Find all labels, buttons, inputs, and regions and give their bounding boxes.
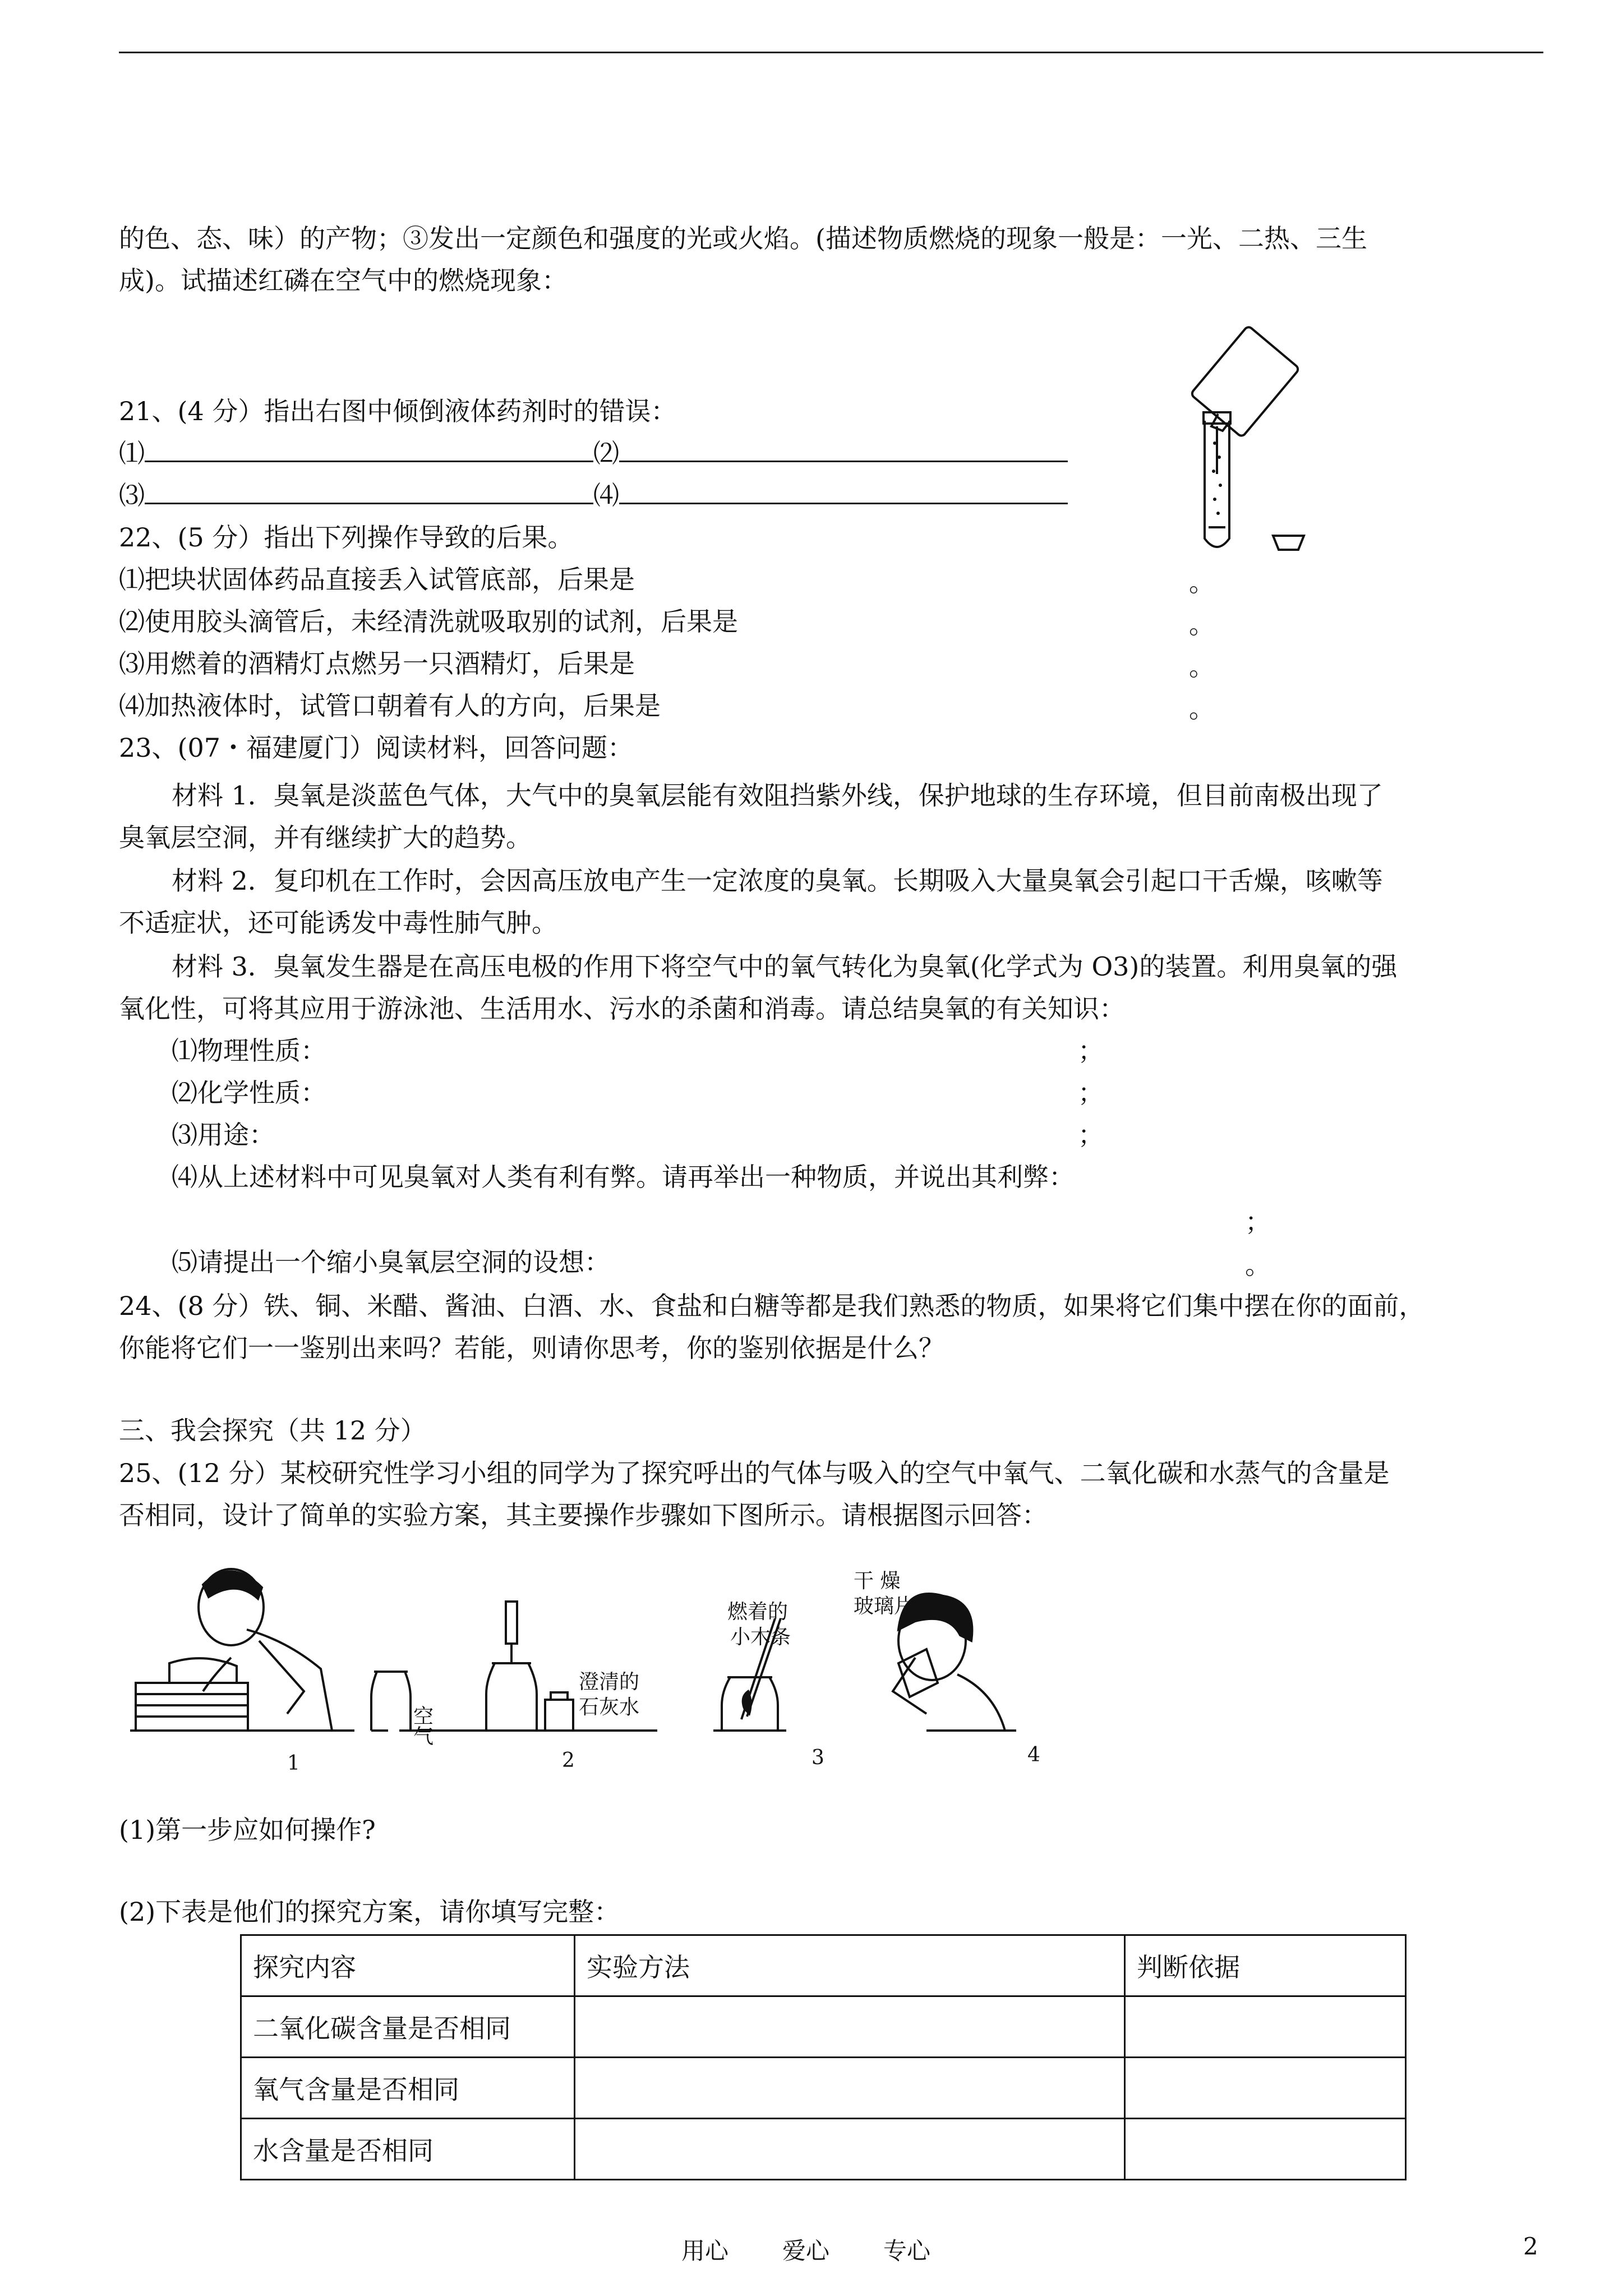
table-header-cell: 实验方法 bbox=[575, 1935, 1125, 1996]
table-cell-content: 二氧化碳含量是否相同 bbox=[241, 1996, 575, 2058]
table-row bbox=[241, 1996, 1406, 2058]
table-cell-basis[interactable] bbox=[1125, 2119, 1406, 2180]
label-glass-2: 玻璃片 bbox=[854, 1595, 915, 1618]
label-air: 空气 bbox=[410, 1705, 434, 1746]
page-number: 2 bbox=[1523, 2233, 1538, 2260]
q23-material-1-line-2: 臭氧层空洞，并有继续扩大的趋势。 bbox=[119, 822, 532, 853]
table-cell-basis[interactable] bbox=[1125, 2058, 1406, 2119]
table-cell-method[interactable] bbox=[575, 2119, 1125, 2180]
experiment-figure bbox=[119, 1545, 1106, 1792]
q21-blank-3[interactable] bbox=[145, 480, 593, 504]
q21-blank-row-2 bbox=[119, 478, 1068, 512]
q22-item-2-end: 。 bbox=[1189, 609, 1215, 639]
footer-motto-2: 爱心 bbox=[782, 2237, 830, 2265]
q22-item-1: ⑴把块状固体药品直接丢入试管底部，后果是 bbox=[119, 564, 635, 595]
q21-title: 21、(4 分）指出右图中倾倒液体药剂时的错误： bbox=[119, 396, 677, 426]
section-3-heading: 三、我会探究（共 12 分） bbox=[119, 1415, 426, 1446]
q23-physical-properties: ⑴物理性质： bbox=[172, 1036, 326, 1066]
q25-sub-1: (1)第一步应如何操作? bbox=[119, 1815, 376, 1845]
q23-material-2-line-2: 不适症状，还可能诱发中毒性肺气肿。 bbox=[119, 908, 557, 938]
q22-item-4: ⑷加热液体时，试管口朝着有人的方向，后果是 bbox=[119, 691, 661, 721]
intro-line-1: 的色、态、味）的产物；③发出一定颜色和强度的光或火焰。(描述物质燃烧的现象一般是：一光、二热、三生 bbox=[119, 223, 1367, 254]
table-row bbox=[241, 2119, 1406, 2180]
q21-blank-row-1 bbox=[119, 436, 1068, 470]
q23-material-3-line-1: 材料 3．臭氧发生器是在高压电极的作用下将空气中的氧气转化为臭氧(化学式为 O3)的装置。利用臭氧的强 bbox=[172, 951, 1398, 982]
q23-proposal: ⑸请提出一个缩小臭氧层空洞的设想： bbox=[172, 1247, 610, 1277]
q21-blank-2[interactable] bbox=[619, 438, 1068, 462]
q24-line-1: 24、(8 分）铁、铜、米醋、酱油、白酒、水、食盐和白糖等都是我们熟悉的物质，如果将它们集中摆在你的面前， bbox=[119, 1291, 1425, 1321]
table-header-cell: 探究内容 bbox=[241, 1935, 575, 1996]
label-glass-1: 干 燥 bbox=[854, 1570, 901, 1593]
q23-period: 。 bbox=[1245, 1250, 1271, 1280]
q22-item-4-end: 。 bbox=[1189, 693, 1215, 724]
footer-motto-3: 专心 bbox=[883, 2237, 931, 2265]
q23-title: 23、(07・福建厦门）阅读材料，回答问题： bbox=[119, 733, 634, 763]
table-cell-basis[interactable] bbox=[1125, 1996, 1406, 2058]
q23-uses: ⑶用途： bbox=[172, 1120, 275, 1150]
table-cell-content: 氧气含量是否相同 bbox=[241, 2058, 575, 2119]
q23-semicolon-3: ； bbox=[1078, 1120, 1104, 1150]
table-header-row bbox=[241, 1935, 1406, 1996]
q21-marker-3: ⑶ bbox=[119, 480, 145, 510]
q21-blank-4[interactable] bbox=[619, 480, 1068, 504]
q23-chemical-properties: ⑵化学性质： bbox=[172, 1078, 326, 1108]
table-header-cell: 判断依据 bbox=[1125, 1935, 1406, 1996]
q21-marker-2: ⑵ bbox=[593, 438, 619, 468]
table-cell-content: 水含量是否相同 bbox=[241, 2119, 575, 2180]
exploration-plan-table bbox=[240, 1934, 1407, 2180]
q21-marker-4: ⑷ bbox=[593, 480, 619, 510]
header-rule bbox=[119, 52, 1543, 53]
label-limewater-1: 澄清的 bbox=[579, 1671, 640, 1694]
table-cell-method[interactable] bbox=[575, 2058, 1125, 2119]
q22-item-3-end: 。 bbox=[1189, 651, 1215, 682]
label-stick-2: 小木条 bbox=[730, 1626, 791, 1649]
figure-number-3: 3 bbox=[811, 1746, 824, 1769]
q23-material-3-line-2: 氧化性，可将其应用于游泳池、生活用水、污水的杀菌和消毒。请总结臭氧的有关知识： bbox=[119, 993, 1125, 1024]
q25-line-2: 否相同，设计了简单的实验方案，其主要操作步骤如下图所示。请根据图示回答： bbox=[119, 1500, 1048, 1530]
q23-material-2-line-1: 材料 2．复印机在工作时，会因高压放电产生一定浓度的臭氧。长期吸入大量臭氧会引起口干舌燥，咳嗽等 bbox=[172, 866, 1383, 896]
q23-pros-cons: ⑷从上述材料中可见臭氧对人类有利有弊。请再举出一种物质，并说出其利弊： bbox=[172, 1162, 1075, 1192]
footer-motto-1: 用心 bbox=[681, 2237, 729, 2265]
q25-sub-2: (2)下表是他们的探究方案，请你填写完整： bbox=[119, 1897, 620, 1927]
q21-marker-1: ⑴ bbox=[119, 438, 145, 468]
q23-semicolon-1: ； bbox=[1078, 1036, 1104, 1066]
table-cell-method[interactable] bbox=[575, 1996, 1125, 2058]
label-stick-1: 燃着的 bbox=[727, 1600, 789, 1623]
q25-line-1: 25、(12 分）某校研究性学习小组的同学为了探究呼出的气体与吸入的空气中氧气、二氧化碳和水蒸气的含量是 bbox=[119, 1458, 1390, 1488]
q23-semicolon-4: ； bbox=[1245, 1207, 1271, 1237]
intro-line-2: 成)。试描述红磷在空气中的燃烧现象： bbox=[119, 265, 568, 296]
q23-material-1-line-1: 材料 1．臭氧是淡蓝色气体，大气中的臭氧层能有效阻挡紫外线，保护地球的生存环境，但目前南极出现了 bbox=[172, 780, 1383, 811]
label-limewater-2: 石灰水 bbox=[579, 1696, 640, 1719]
figure-number-2: 2 bbox=[562, 1749, 575, 1772]
q22-item-3: ⑶用燃着的酒精灯点燃另一只酒精灯，后果是 bbox=[119, 648, 635, 679]
q21-blank-1[interactable] bbox=[145, 438, 593, 462]
figure-number-4: 4 bbox=[1027, 1743, 1040, 1766]
figure-number-1: 1 bbox=[287, 1752, 300, 1775]
q24-line-2: 你能将它们一一鉴别出来吗？若能，则请你思考，你的鉴别依据是什么？ bbox=[119, 1333, 944, 1363]
q23-semicolon-2: ； bbox=[1078, 1078, 1104, 1108]
pouring-liquid-figure bbox=[1189, 314, 1312, 572]
q22-title: 22、(5 分）指出下列操作导致的后果。 bbox=[119, 522, 574, 553]
q22-item-2: ⑵使用胶头滴管后，未经清洗就吸取别的试剂，后果是 bbox=[119, 606, 738, 637]
q22-item-1-end: 。 bbox=[1189, 567, 1215, 597]
table-row bbox=[241, 2058, 1406, 2119]
